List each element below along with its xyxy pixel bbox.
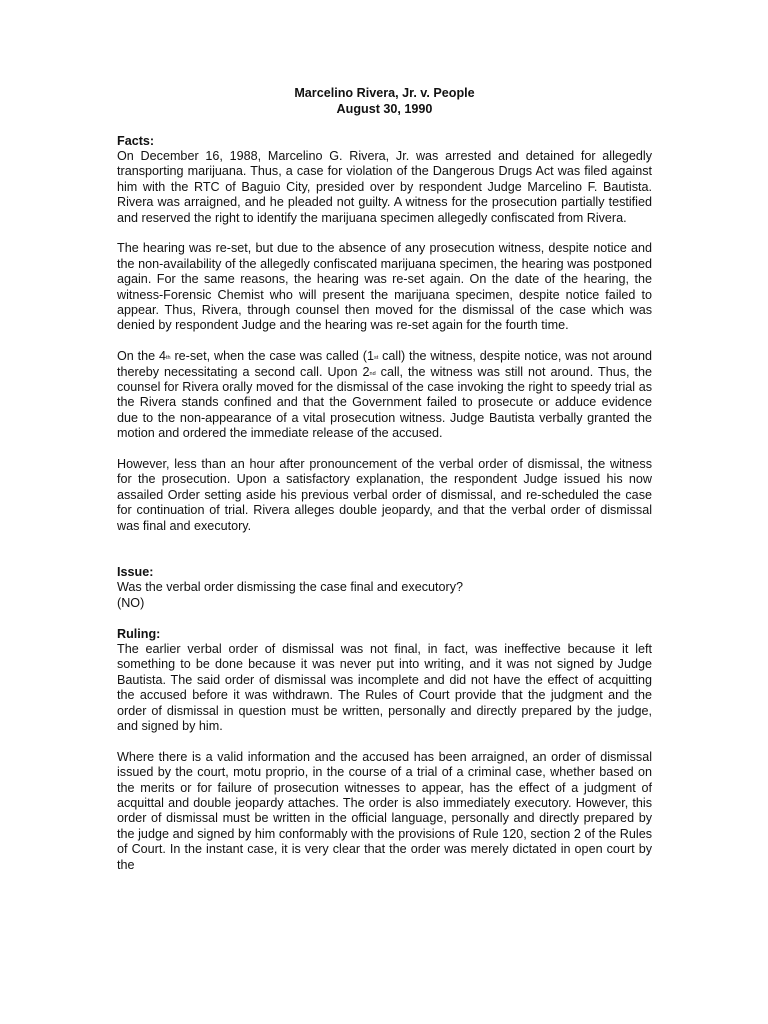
issue-question: Was the verbal order dismissing the case final and executory?: [117, 580, 464, 595]
title-block: [117, 86, 652, 118]
ruling-paragraph-2: Where there is a valid information and the accused has been arraigned, an order of dismissal issued by the court, motu proprio, in the course of a trial of a criminal case, whether based on the merits or for failure of prosecution witnesses to appear, has the effect of a judgment of acquittal and double jeopardy attaches. The order is also immediately executory. However, this order of dismissal must be written in the official language, personally and directly prepared by the judge and signed by him conformably with the provisions of Rule 120, section 2 of the Rules of Court. In the instant case, it is very clear that the order was merely dictated in open court by the: [117, 749, 652, 872]
section-spacer: [117, 550, 652, 565]
facts-paragraph-2: The hearing was re-set, but due to the absence of any prosecution witness, despite notice and the non-availability of the allegedly confiscated marijuana specimen, the hearing was postponed again. For the same reasons, the hearing was re-set again. On the date of the hearing, the witness-Forensic Chemist who will present the marijuana specimen, despite notice failed to appear. Thus, Rivera, through counsel then moved for the dismissal of the case which was denied by respondent Judge and the hearing was re-set again for the fourth time.: [117, 241, 652, 333]
facts-paragraph-4: However, less than an hour after pronouncement of the verbal order of dismissal, the witness for the prosecution. Upon a satisfactory explanation, the respondent Judge issued his now assailed Order setting aside his previous verbal order of dismissal, and re-scheduled the case for continuation of trial. Rivera alleges double jeopardy, and that the verbal order of dismissal was final and executory.: [117, 457, 652, 533]
facts-paragraph-1: On December 16, 1988, Marcelino G. Rivera, Jr. was arrested and detained for allegedly transporting marijuana. Thus, a case for violation of the Dangerous Drugs Act was filed against him with the RTC of Baguio City, presided over by respondent Judge Marcelino F. Bautista. Rivera was arraigned, and he pleaded not guilty. A witness for the prosecution partially testified and reserved the right to identify the marijuana specimen allegedly confiscated from Rivera.: [117, 149, 652, 225]
issue-answer: (NO): [117, 595, 145, 610]
facts-paragraph-3: [117, 349, 652, 441]
ordinal-suffix-nd: nd: [369, 370, 376, 377]
issue-heading: Issue:: [117, 564, 154, 579]
case-title: Marcelino Rivera, Jr. v. People: [294, 86, 475, 100]
document-page: [117, 86, 652, 888]
case-date: August 30, 1990: [336, 101, 433, 116]
facts-p3-part-a: On the 4: [117, 349, 167, 364]
facts-heading: Facts:: [117, 133, 155, 148]
ruling-paragraph-1: The earlier verbal order of dismissal was not final, in fact, was ineffective because it left something to be done because it was never put into writing, and it was not signed by Judge Bautista. The said order of dismissal was incomplete and did not have the effect of acquitting the accused before it was withdrawn. The Rules of Court provide that the judgment and the order of dismissal in question must be written, personally and directly prepared by the judge, and signed by him.: [117, 641, 652, 733]
ruling-heading: Ruling:: [117, 626, 161, 641]
facts-p3-part-c: call) the witness, despite notice, was not around thereby necessitating a second call. Upon 2: [117, 349, 652, 379]
facts-p3-part-b: re-set, when the case was called (1: [170, 349, 374, 364]
facts-p3-part-d: call, the witness was still not around. Thus, the counsel for Rivera orally moved for the dismissal of the case invoking the right to speedy trial as the Rivera stands confined and that the Government failed to prosecute or adduce evidence due to the non-appearance of a vital prosecution witness. Judge Bautista verbally granted the motion and ordered the immediate release of the accused.: [117, 364, 652, 441]
ordinal-suffix-th: th: [166, 355, 171, 362]
ordinal-suffix-st: st: [373, 355, 379, 362]
